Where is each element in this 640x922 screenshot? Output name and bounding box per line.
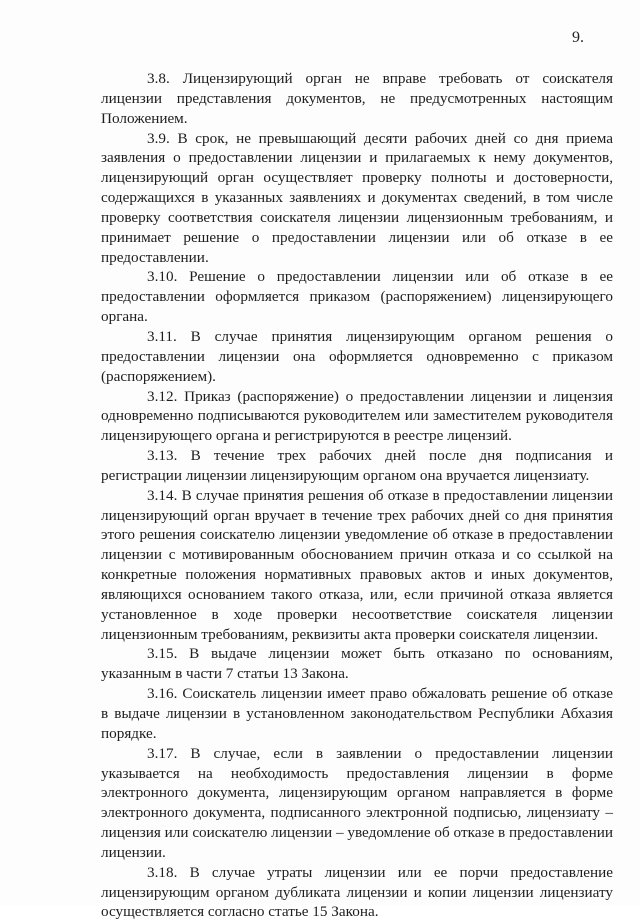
paragraph-3-10: 3.10. Решение о предоставлении лицензии или об отказе в ее предоставлении оформляется приказом (распоряжением) лицензирующего органа.	[101, 268, 613, 326]
page-number: 9.	[572, 29, 584, 46]
paragraph-3-17: 3.17. В случае, если в заявлении о предоставлении лицензии указывается на необходимость предоставления лицензии в форме электронного документа, лицензирующим органом направляется в форме электронного документа, подписанного электронной подписью, лицензиату – лицензия или соискателю лицензии – уведомление об отказе в предоставлении лицензии.	[101, 744, 613, 861]
paragraph-3-12: 3.12. Приказ (распоряжение) о предоставлении лицензии и лицензия одновременно подписываются руководителем или заместителем руководителя лицензирующего органа и регистрируются в реестре лицензий.	[101, 387, 613, 445]
paragraph-3-13: 3.13. В течение трех рабочих дней после дня подписания и регистрации лицензии лицензирующим органом она вручается лицензиату.	[101, 447, 613, 484]
paragraph-3-11: 3.11. В случае принятия лицензирующим органом решения о предоставлении лицензии она оформляется одновременно с приказом (распоряжением).	[101, 327, 613, 385]
paragraph-3-15: 3.15. В выдаче лицензии может быть отказано по основаниям, указанным в части 7 статьи 13 Закона.	[101, 645, 613, 683]
paragraph-3-14: 3.14. В случае принятия решения об отказе в предоставлении лицензии лицензирующий орган вручает в течение трех рабочих дней со дня принятия этого решения соискателю лицензии уведомление об отказе в предоставлении лицензии с мотивированным обоснованием причин отказа и со ссылкой на конкретные положения нормативных правовых актов и иных документов, являющихся основанием такого отказа, или, если причиной отказа является установленное в ходе проверки несоответствие соискателя лицензии лицензионным требованиям, реквизиты акта проверки соискателя лицензии.	[101, 486, 613, 643]
document-body	[101, 69, 613, 922]
paragraph-3-18: 3.18. В случае утраты лицензии или ее порчи предоставление лицензирующим органом дубликата лицензии и копии лицензии лицензиату осуществляется согласно статье 15 Закона.	[101, 863, 613, 921]
paragraph-3-16: 3.16. Соискатель лицензии имеет право обжаловать решение об отказе в выдаче лицензии в установленном законодательством Республики Абхазия порядке.	[101, 685, 613, 742]
paragraph-3-9: 3.9. В срок, не превышающий десяти рабочих дней со дня приема заявления о предоставлении лицензии и прилагаемых к нему документов, лицензирующий орган осуществляет проверку полноты и достоверности, содержащихся в указанных заявлениях и документах сведений, в том числе проверку соответствия соискателя лицензии лицензионным требованиям, и принимает решение о предоставлении лицензии или об отказе в ее предоставлении.	[101, 129, 613, 266]
paragraph-3-8: 3.8. Лицензирующий орган не вправе требовать от соискателя лицензии представления документов, не предусмотренных настоящим Положением.	[101, 70, 613, 127]
